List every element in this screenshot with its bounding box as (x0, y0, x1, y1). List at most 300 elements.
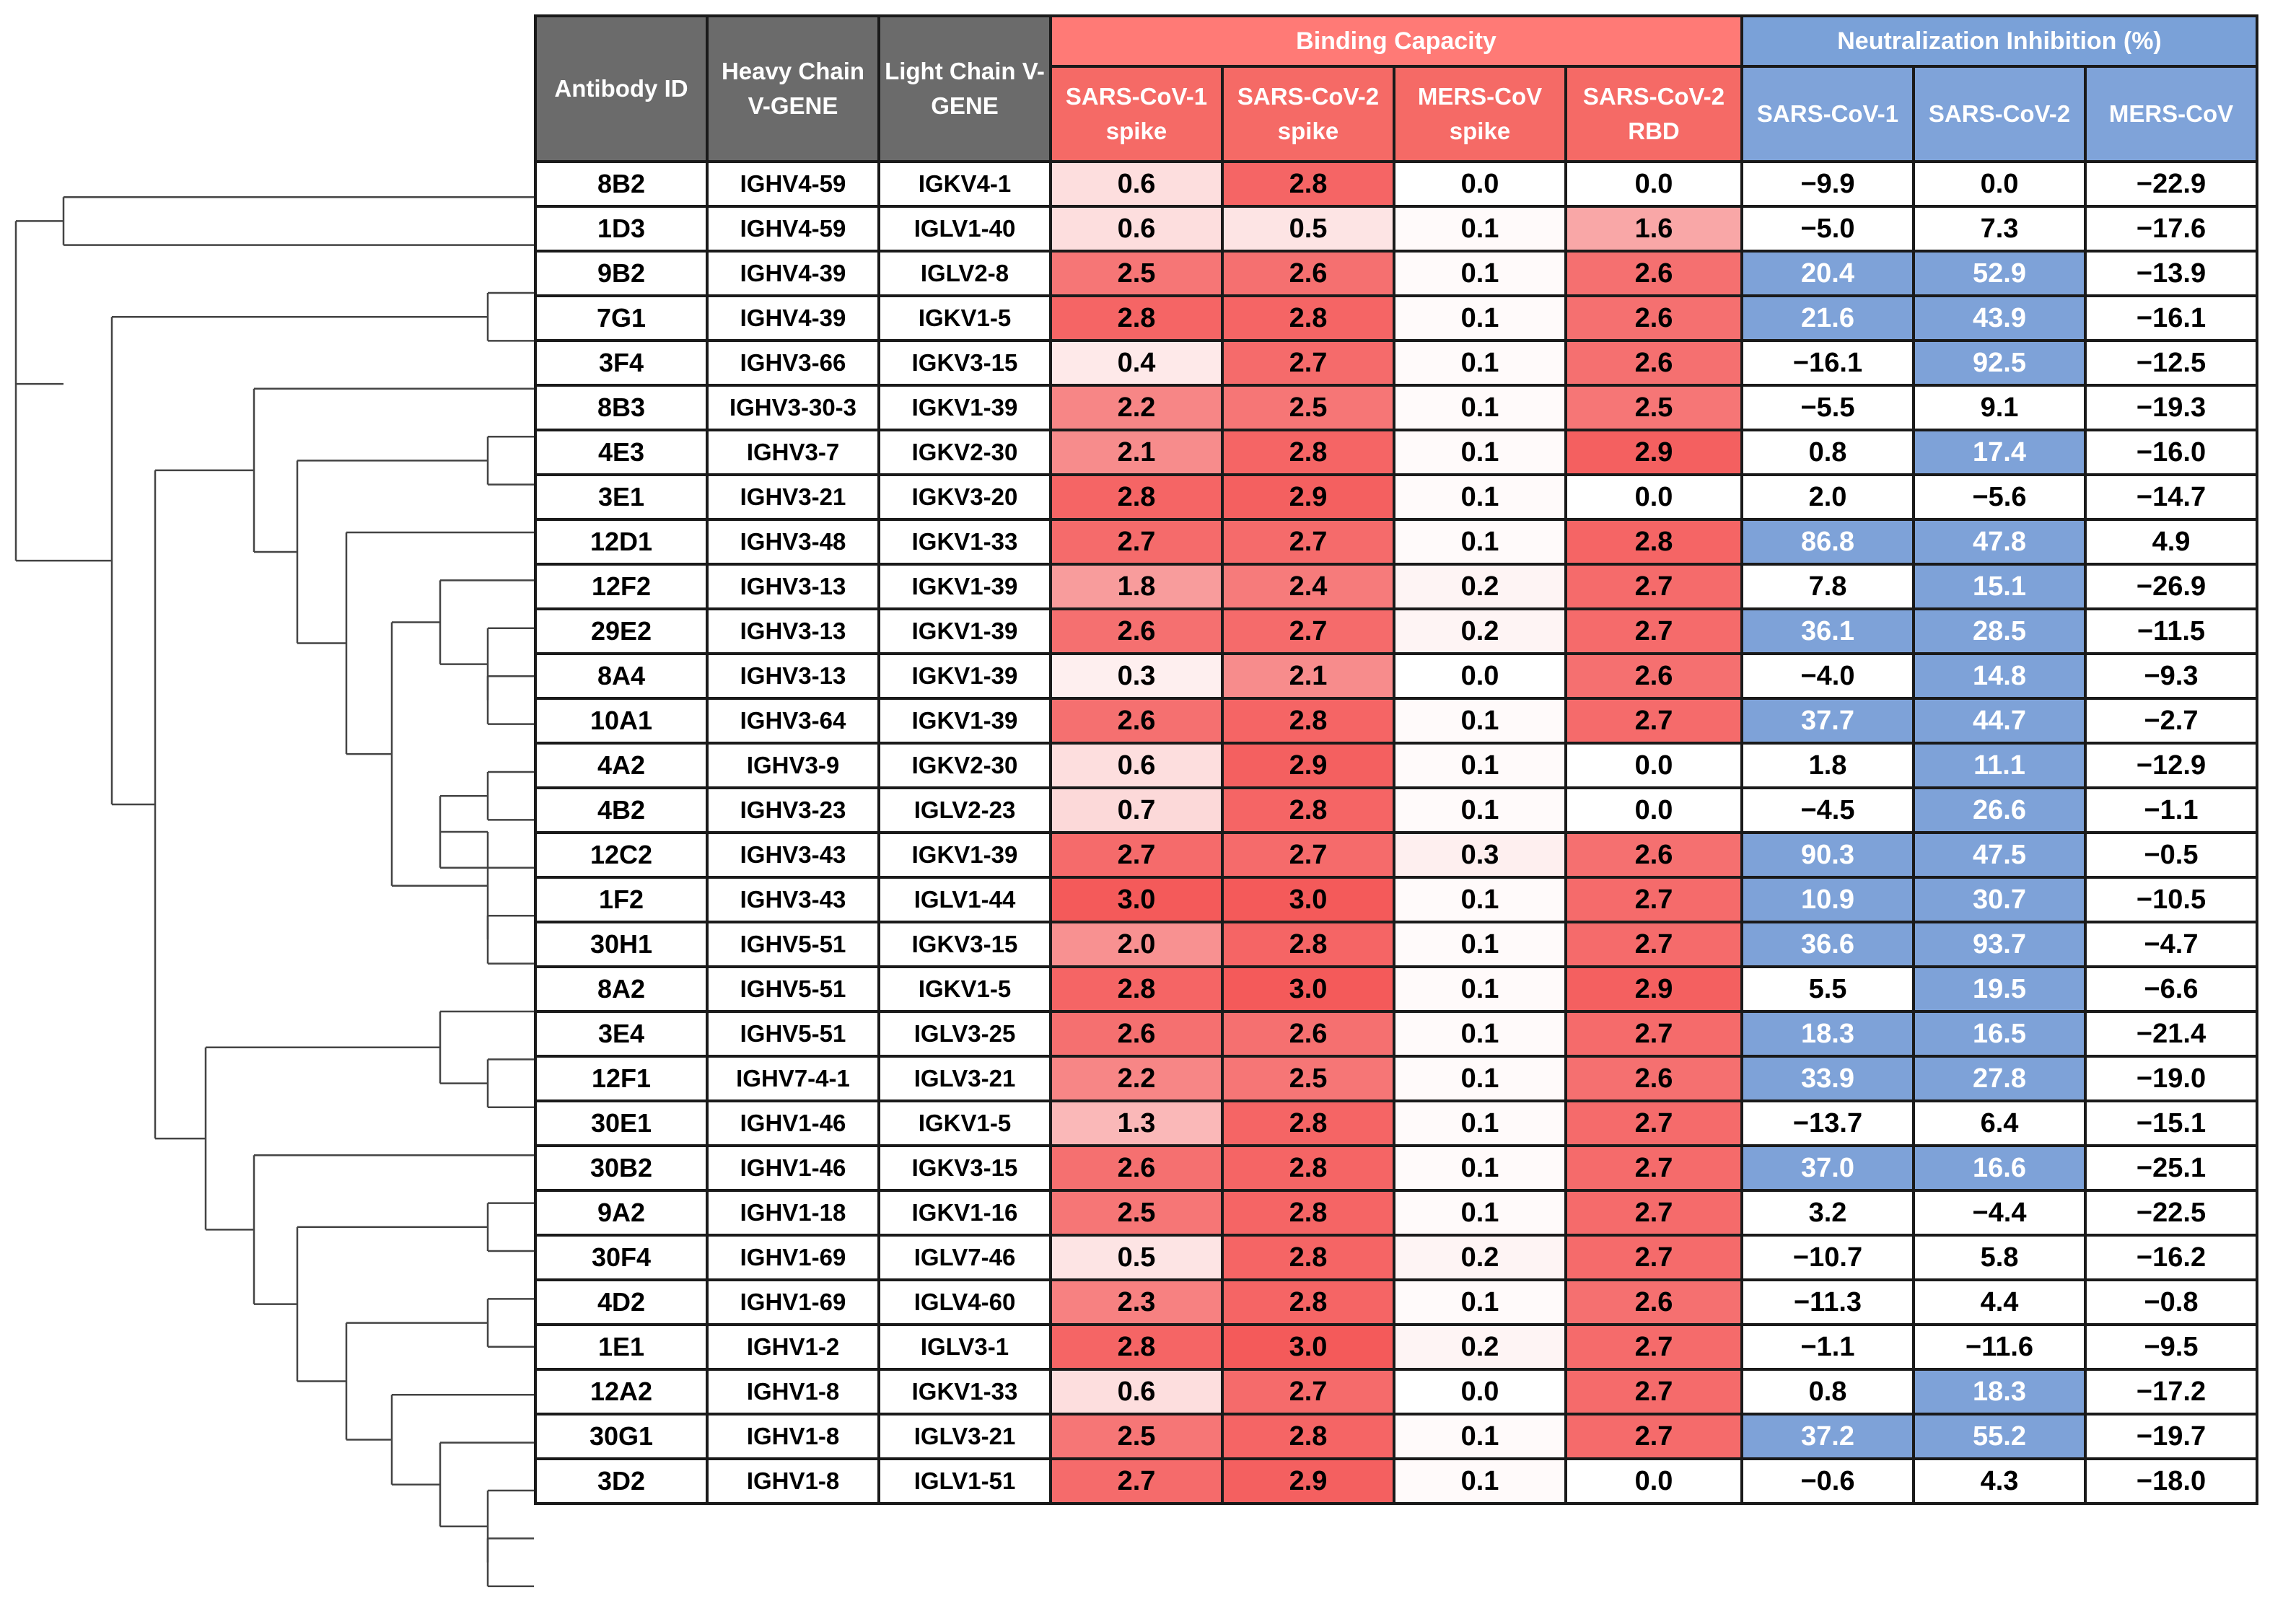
antibody-id-cell: 30H1 (535, 922, 707, 967)
light-chain-cell: IGKV3-15 (879, 922, 1051, 967)
neutralization-sars-cov-1-cell: 33.9 (1742, 1056, 1914, 1101)
binding-sars-cov-1-spike-cell: 0.7 (1051, 788, 1222, 833)
neutralization-sars-cov-1-cell: −9.9 (1742, 162, 1914, 206)
antibody-id-cell: 4A2 (535, 743, 707, 788)
binding-sars-cov-2-rbd-cell: 1.6 (1566, 206, 1742, 251)
table-row (535, 1190, 2257, 1235)
neutralization-sars-cov-1-cell: 3.2 (1742, 1190, 1914, 1235)
binding-sars-cov-1-spike-cell: 3.0 (1051, 877, 1222, 922)
binding-sars-cov-2-spike-cell: 2.6 (1222, 1011, 1394, 1056)
heavy-chain-cell: IGHV3-64 (707, 698, 879, 743)
binding-sars-cov-2-spike-cell: 3.0 (1222, 967, 1394, 1011)
antibody-id-cell: 30F4 (535, 1235, 707, 1280)
table-row (535, 1056, 2257, 1101)
antibody-id-cell: 8A4 (535, 654, 707, 698)
light-chain-cell: IGKV1-39 (879, 654, 1051, 698)
light-chain-cell: IGKV2-30 (879, 430, 1051, 475)
heavy-chain-cell: IGHV1-46 (707, 1101, 879, 1146)
neutralization-sars-cov-1-cell: −4.0 (1742, 654, 1914, 698)
table-row (535, 788, 2257, 833)
binding-sars-cov-1-spike-cell: 2.7 (1051, 1459, 1222, 1504)
table-row (535, 1459, 2257, 1504)
binding-sars-cov-2-spike-cell: 2.8 (1222, 922, 1394, 967)
neutralization-sars-cov-2-cell: 28.5 (1914, 609, 2085, 654)
neutralization-sars-cov-2-cell: 93.7 (1914, 922, 2085, 967)
neutralization-sars-cov-2-cell: 27.8 (1914, 1056, 2085, 1101)
binding-sars-cov-2-spike-cell: 2.8 (1222, 698, 1394, 743)
neutralization-sars-cov-1-cell: −16.1 (1742, 341, 1914, 385)
table-row (535, 967, 2257, 1011)
table-row (535, 206, 2257, 251)
neutralization-mers-cov-cell: −17.6 (2085, 206, 2257, 251)
table-row (535, 430, 2257, 475)
table-row (535, 1325, 2257, 1369)
binding-sars-cov-1-spike-cell: 0.6 (1051, 162, 1222, 206)
neutralization-mers-cov-cell: −0.5 (2085, 833, 2257, 877)
binding-sars-cov-2-rbd-cell: 2.6 (1566, 654, 1742, 698)
neutralization-sars-cov-2-cell: 9.1 (1914, 385, 2085, 430)
binding-sars-cov-2-spike-cell: 2.7 (1222, 1369, 1394, 1414)
neutralization-mers-cov-cell: 4.9 (2085, 519, 2257, 564)
heavy-chain-cell: IGHV4-39 (707, 296, 879, 341)
table-row (535, 1369, 2257, 1414)
neutralization-mers-cov-cell: −6.6 (2085, 967, 2257, 1011)
neutralization-sars-cov-1-cell: 36.1 (1742, 609, 1914, 654)
neutralization-mers-cov-cell: −2.7 (2085, 698, 2257, 743)
binding-sars-cov-2-spike-cell: 3.0 (1222, 1325, 1394, 1369)
neutralization-mers-cov-cell: −1.1 (2085, 788, 2257, 833)
neutralization-sars-cov-2-cell: 18.3 (1914, 1369, 2085, 1414)
light-chain-cell: IGKV1-39 (879, 698, 1051, 743)
neutralization-mers-cov-cell: −9.3 (2085, 654, 2257, 698)
light-chain-cell: IGLV1-51 (879, 1459, 1051, 1504)
binding-sars-cov-2-spike-cell: 2.8 (1222, 1235, 1394, 1280)
binding-sars-cov-1-spike-cell: 0.6 (1051, 743, 1222, 788)
binding-mers-cov-spike-cell: 0.1 (1394, 475, 1566, 519)
binding-mers-cov-spike-cell: 0.1 (1394, 1459, 1566, 1504)
binding-mers-cov-spike-cell: 0.1 (1394, 430, 1566, 475)
neutralization-sars-cov-2-cell: 16.6 (1914, 1146, 2085, 1190)
neutralization-sars-cov-2-cell: 47.8 (1914, 519, 2085, 564)
binding-sars-cov-2-spike-cell: 2.8 (1222, 296, 1394, 341)
binding-sars-cov-2-rbd-cell: 2.7 (1566, 1146, 1742, 1190)
binding-mers-cov-spike-cell: 0.2 (1394, 564, 1566, 609)
neutralization-sars-cov-1-cell: 21.6 (1742, 296, 1914, 341)
light-chain-cell: IGLV2-8 (879, 251, 1051, 296)
binding-sars-cov-1-spike-cell: 2.7 (1051, 519, 1222, 564)
binding-sars-cov-2-spike-cell: 2.9 (1222, 1459, 1394, 1504)
neutralization-sars-cov-1-cell: 2.0 (1742, 475, 1914, 519)
binding-mers-cov-spike-cell: 0.2 (1394, 609, 1566, 654)
neutralization-sars-cov-1-cell: 37.0 (1742, 1146, 1914, 1190)
neutralization-sars-cov-1-cell: 1.8 (1742, 743, 1914, 788)
binding-sars-cov-1-spike-cell: 2.8 (1051, 475, 1222, 519)
binding-sars-cov-1-spike-cell: 2.8 (1051, 967, 1222, 1011)
neutralization-mers-cov-cell: −13.9 (2085, 251, 2257, 296)
binding-mers-cov-spike-cell: 0.1 (1394, 788, 1566, 833)
neutralization-mers-cov-cell: −16.2 (2085, 1235, 2257, 1280)
table-row (535, 833, 2257, 877)
light-chain-cell: IGLV3-1 (879, 1325, 1051, 1369)
binding-sars-cov-2-spike-cell: 2.7 (1222, 609, 1394, 654)
antibody-id-cell: 3E1 (535, 475, 707, 519)
heavy-chain-cell: IGHV3-13 (707, 654, 879, 698)
neutralization-mers-cov-cell: −16.1 (2085, 296, 2257, 341)
binding-mers-cov-spike-cell: 0.1 (1394, 922, 1566, 967)
binding-sars-cov-1-spike-cell: 0.6 (1051, 1369, 1222, 1414)
binding-sars-cov-2-rbd-cell: 2.7 (1566, 922, 1742, 967)
binding-mers-cov-spike-cell: 0.1 (1394, 877, 1566, 922)
table-row (535, 1235, 2257, 1280)
binding-sars-cov-2-rbd-cell: 2.5 (1566, 385, 1742, 430)
neutralization-sars-cov-1-cell: −10.7 (1742, 1235, 1914, 1280)
neutralization-sars-cov-1-cell: 0.8 (1742, 430, 1914, 475)
light-chain-cell: IGKV1-33 (879, 519, 1051, 564)
binding-sars-cov-1-spike-cell: 2.6 (1051, 609, 1222, 654)
header-neutralization-sars-cov-2: SARS-CoV-2 (1914, 66, 2085, 162)
table-row (535, 922, 2257, 967)
binding-sars-cov-2-rbd-cell: 2.7 (1566, 1369, 1742, 1414)
binding-sars-cov-1-spike-cell: 2.2 (1051, 1056, 1222, 1101)
heavy-chain-cell: IGHV3-43 (707, 877, 879, 922)
neutralization-sars-cov-1-cell: 90.3 (1742, 833, 1914, 877)
table-row (535, 519, 2257, 564)
binding-mers-cov-spike-cell: 0.1 (1394, 1011, 1566, 1056)
binding-sars-cov-2-spike-cell: 2.9 (1222, 743, 1394, 788)
light-chain-cell: IGKV2-30 (879, 743, 1051, 788)
binding-sars-cov-2-rbd-cell: 0.0 (1566, 788, 1742, 833)
binding-sars-cov-2-rbd-cell: 2.6 (1566, 251, 1742, 296)
neutralization-sars-cov-1-cell: −5.5 (1742, 385, 1914, 430)
heavy-chain-cell: IGHV3-43 (707, 833, 879, 877)
binding-mers-cov-spike-cell: 0.1 (1394, 1414, 1566, 1459)
neutralization-mers-cov-cell: −15.1 (2085, 1101, 2257, 1146)
neutralization-sars-cov-1-cell: 0.8 (1742, 1369, 1914, 1414)
light-chain-cell: IGKV1-16 (879, 1190, 1051, 1235)
binding-mers-cov-spike-cell: 0.1 (1394, 341, 1566, 385)
binding-sars-cov-2-rbd-cell: 0.0 (1566, 743, 1742, 788)
heavy-chain-cell: IGHV1-18 (707, 1190, 879, 1235)
binding-mers-cov-spike-cell: 0.1 (1394, 967, 1566, 1011)
binding-sars-cov-2-rbd-cell: 0.0 (1566, 475, 1742, 519)
light-chain-cell: IGKV1-5 (879, 967, 1051, 1011)
binding-mers-cov-spike-cell: 0.0 (1394, 162, 1566, 206)
heavy-chain-cell: IGHV5-51 (707, 922, 879, 967)
neutralization-sars-cov-2-cell: 11.1 (1914, 743, 2085, 788)
header-neutralization-inhibition: Neutralization Inhibition (%) (1742, 16, 2257, 66)
light-chain-cell: IGLV2-23 (879, 788, 1051, 833)
light-chain-cell: IGLV4-60 (879, 1280, 1051, 1325)
light-chain-cell: IGKV1-39 (879, 833, 1051, 877)
neutralization-sars-cov-1-cell: 10.9 (1742, 877, 1914, 922)
antibody-id-cell: 1D3 (535, 206, 707, 251)
neutralization-sars-cov-2-cell: 7.3 (1914, 206, 2085, 251)
binding-sars-cov-1-spike-cell: 2.6 (1051, 1146, 1222, 1190)
neutralization-mers-cov-cell: −22.9 (2085, 162, 2257, 206)
light-chain-cell: IGLV3-25 (879, 1011, 1051, 1056)
binding-sars-cov-1-spike-cell: 2.8 (1051, 296, 1222, 341)
header-binding-capacity: Binding Capacity (1051, 16, 1742, 66)
binding-sars-cov-2-spike-cell: 2.8 (1222, 1146, 1394, 1190)
antibody-id-cell: 10A1 (535, 698, 707, 743)
heavy-chain-cell: IGHV3-30-3 (707, 385, 879, 430)
neutralization-mers-cov-cell: −4.7 (2085, 922, 2257, 967)
binding-mers-cov-spike-cell: 0.1 (1394, 206, 1566, 251)
heavy-chain-cell: IGHV3-66 (707, 341, 879, 385)
light-chain-cell: IGLV1-40 (879, 206, 1051, 251)
table-row (535, 341, 2257, 385)
neutralization-sars-cov-1-cell: −13.7 (1742, 1101, 1914, 1146)
table-row (535, 1146, 2257, 1190)
binding-sars-cov-2-rbd-cell: 2.6 (1566, 341, 1742, 385)
heavy-chain-cell: IGHV1-8 (707, 1459, 879, 1504)
neutralization-sars-cov-1-cell: 37.2 (1742, 1414, 1914, 1459)
binding-sars-cov-2-spike-cell: 2.8 (1222, 788, 1394, 833)
binding-sars-cov-2-rbd-cell: 2.7 (1566, 698, 1742, 743)
neutralization-sars-cov-1-cell: 20.4 (1742, 251, 1914, 296)
header-binding-mers-cov-spike: MERS-CoV spike (1394, 66, 1566, 162)
heavy-chain-cell: IGHV1-69 (707, 1235, 879, 1280)
table-row (535, 251, 2257, 296)
binding-sars-cov-1-spike-cell: 0.3 (1051, 654, 1222, 698)
binding-sars-cov-1-spike-cell: 0.4 (1051, 341, 1222, 385)
antibody-id-cell: 1E1 (535, 1325, 707, 1369)
binding-sars-cov-2-spike-cell: 2.9 (1222, 475, 1394, 519)
binding-sars-cov-2-rbd-cell: 2.7 (1566, 1011, 1742, 1056)
binding-sars-cov-2-spike-cell: 2.7 (1222, 341, 1394, 385)
antibody-id-cell: 12C2 (535, 833, 707, 877)
neutralization-mers-cov-cell: −0.8 (2085, 1280, 2257, 1325)
neutralization-sars-cov-2-cell: 6.4 (1914, 1101, 2085, 1146)
binding-sars-cov-2-spike-cell: 2.8 (1222, 1280, 1394, 1325)
binding-sars-cov-1-spike-cell: 2.6 (1051, 698, 1222, 743)
neutralization-sars-cov-2-cell: 15.1 (1914, 564, 2085, 609)
binding-sars-cov-2-rbd-cell: 2.7 (1566, 877, 1742, 922)
neutralization-mers-cov-cell: −18.0 (2085, 1459, 2257, 1504)
binding-sars-cov-2-rbd-cell: 2.7 (1566, 609, 1742, 654)
neutralization-sars-cov-2-cell: 16.5 (1914, 1011, 2085, 1056)
neutralization-sars-cov-1-cell: −0.6 (1742, 1459, 1914, 1504)
binding-sars-cov-2-spike-cell: 2.1 (1222, 654, 1394, 698)
antibody-id-cell: 12D1 (535, 519, 707, 564)
neutralization-sars-cov-1-cell: −11.3 (1742, 1280, 1914, 1325)
heavy-chain-cell: IGHV1-2 (707, 1325, 879, 1369)
binding-sars-cov-1-spike-cell: 2.1 (1051, 430, 1222, 475)
binding-sars-cov-2-rbd-cell: 2.7 (1566, 1414, 1742, 1459)
table-row (535, 1011, 2257, 1056)
binding-sars-cov-1-spike-cell: 2.2 (1051, 385, 1222, 430)
binding-sars-cov-2-spike-cell: 2.5 (1222, 385, 1394, 430)
light-chain-cell: IGKV1-39 (879, 564, 1051, 609)
heavy-chain-cell: IGHV3-23 (707, 788, 879, 833)
binding-sars-cov-1-spike-cell: 2.5 (1051, 251, 1222, 296)
antibody-id-cell: 9A2 (535, 1190, 707, 1235)
heavy-chain-cell: IGHV3-9 (707, 743, 879, 788)
antibody-id-cell: 30B2 (535, 1146, 707, 1190)
binding-sars-cov-2-rbd-cell: 0.0 (1566, 1459, 1742, 1504)
antibody-id-cell: 1F2 (535, 877, 707, 922)
antibody-id-cell: 3F4 (535, 341, 707, 385)
binding-mers-cov-spike-cell: 0.0 (1394, 1369, 1566, 1414)
binding-mers-cov-spike-cell: 0.1 (1394, 1146, 1566, 1190)
binding-sars-cov-2-rbd-cell: 2.6 (1566, 296, 1742, 341)
neutralization-sars-cov-2-cell: −4.4 (1914, 1190, 2085, 1235)
heavy-chain-cell: IGHV5-51 (707, 967, 879, 1011)
binding-sars-cov-2-spike-cell: 2.8 (1222, 1190, 1394, 1235)
table-row (535, 609, 2257, 654)
binding-sars-cov-2-rbd-cell: 2.7 (1566, 1101, 1742, 1146)
light-chain-cell: IGKV1-5 (879, 296, 1051, 341)
binding-mers-cov-spike-cell: 0.1 (1394, 1280, 1566, 1325)
light-chain-cell: IGLV3-21 (879, 1414, 1051, 1459)
binding-mers-cov-spike-cell: 0.2 (1394, 1325, 1566, 1369)
heavy-chain-cell: IGHV7-4-1 (707, 1056, 879, 1101)
binding-sars-cov-2-spike-cell: 2.7 (1222, 833, 1394, 877)
table-row (535, 296, 2257, 341)
antibody-id-cell: 12F2 (535, 564, 707, 609)
header-binding-sars-cov-1-spike: SARS-CoV-1 spike (1051, 66, 1222, 162)
binding-sars-cov-2-spike-cell: 3.0 (1222, 877, 1394, 922)
light-chain-cell: IGKV3-20 (879, 475, 1051, 519)
heavy-chain-cell: IGHV4-59 (707, 162, 879, 206)
table-row (535, 1414, 2257, 1459)
neutralization-sars-cov-1-cell: 7.8 (1742, 564, 1914, 609)
binding-mers-cov-spike-cell: 0.1 (1394, 296, 1566, 341)
table-row (535, 564, 2257, 609)
neutralization-sars-cov-2-cell: 17.4 (1914, 430, 2085, 475)
binding-sars-cov-1-spike-cell: 0.6 (1051, 206, 1222, 251)
table-row (535, 162, 2257, 206)
binding-sars-cov-1-spike-cell: 2.5 (1051, 1190, 1222, 1235)
light-chain-cell: IGKV1-39 (879, 609, 1051, 654)
heavy-chain-cell: IGHV3-7 (707, 430, 879, 475)
neutralization-sars-cov-2-cell: 47.5 (1914, 833, 2085, 877)
neutralization-sars-cov-1-cell: 86.8 (1742, 519, 1914, 564)
binding-sars-cov-2-spike-cell: 2.5 (1222, 1056, 1394, 1101)
binding-sars-cov-1-spike-cell: 2.6 (1051, 1011, 1222, 1056)
binding-sars-cov-1-spike-cell: 0.5 (1051, 1235, 1222, 1280)
binding-sars-cov-2-rbd-cell: 2.7 (1566, 564, 1742, 609)
neutralization-mers-cov-cell: −11.5 (2085, 609, 2257, 654)
binding-sars-cov-2-rbd-cell: 2.9 (1566, 967, 1742, 1011)
antibody-id-cell: 3E4 (535, 1011, 707, 1056)
neutralization-mers-cov-cell: −12.9 (2085, 743, 2257, 788)
heavy-chain-cell: IGHV4-39 (707, 251, 879, 296)
binding-sars-cov-1-spike-cell: 2.5 (1051, 1414, 1222, 1459)
light-chain-cell: IGKV3-15 (879, 341, 1051, 385)
neutralization-sars-cov-1-cell: 5.5 (1742, 967, 1914, 1011)
neutralization-mers-cov-cell: −19.7 (2085, 1414, 2257, 1459)
neutralization-sars-cov-2-cell: 92.5 (1914, 341, 2085, 385)
table-row (535, 385, 2257, 430)
neutralization-sars-cov-1-cell: 37.7 (1742, 698, 1914, 743)
binding-mers-cov-spike-cell: 0.0 (1394, 654, 1566, 698)
heavy-chain-cell: IGHV3-13 (707, 609, 879, 654)
neutralization-mers-cov-cell: −19.3 (2085, 385, 2257, 430)
light-chain-cell: IGKV1-33 (879, 1369, 1051, 1414)
heavy-chain-cell: IGHV1-8 (707, 1369, 879, 1414)
neutralization-sars-cov-2-cell: 5.8 (1914, 1235, 2085, 1280)
light-chain-cell: IGKV1-39 (879, 385, 1051, 430)
light-chain-cell: IGKV3-15 (879, 1146, 1051, 1190)
antibody-id-cell: 12A2 (535, 1369, 707, 1414)
table-row (535, 475, 2257, 519)
binding-sars-cov-1-spike-cell: 2.3 (1051, 1280, 1222, 1325)
binding-sars-cov-2-spike-cell: 2.4 (1222, 564, 1394, 609)
neutralization-sars-cov-2-cell: 44.7 (1914, 698, 2085, 743)
header-neutralization-sars-cov-1: SARS-CoV-1 (1742, 66, 1914, 162)
binding-sars-cov-1-spike-cell: 2.7 (1051, 833, 1222, 877)
binding-mers-cov-spike-cell: 0.1 (1394, 1190, 1566, 1235)
neutralization-mers-cov-cell: −9.5 (2085, 1325, 2257, 1369)
binding-sars-cov-1-spike-cell: 2.8 (1051, 1325, 1222, 1369)
dendrogram (0, 0, 535, 1624)
binding-mers-cov-spike-cell: 0.2 (1394, 1235, 1566, 1280)
binding-mers-cov-spike-cell: 0.3 (1394, 833, 1566, 877)
neutralization-sars-cov-2-cell: 14.8 (1914, 654, 2085, 698)
neutralization-sars-cov-2-cell: −5.6 (1914, 475, 2085, 519)
binding-mers-cov-spike-cell: 0.1 (1394, 743, 1566, 788)
antibody-id-cell: 30E1 (535, 1101, 707, 1146)
light-chain-cell: IGLV1-44 (879, 877, 1051, 922)
antibody-id-cell: 9B2 (535, 251, 707, 296)
binding-mers-cov-spike-cell: 0.1 (1394, 385, 1566, 430)
header-binding-sars-cov-2-rbd: SARS-CoV-2 RBD (1566, 66, 1742, 162)
table-row (535, 698, 2257, 743)
light-chain-cell: IGKV1-5 (879, 1101, 1051, 1146)
binding-sars-cov-2-rbd-cell: 2.6 (1566, 1056, 1742, 1101)
antibody-id-cell: 4E3 (535, 430, 707, 475)
heavy-chain-cell: IGHV4-59 (707, 206, 879, 251)
neutralization-mers-cov-cell: −25.1 (2085, 1146, 2257, 1190)
light-chain-cell: IGLV3-21 (879, 1056, 1051, 1101)
binding-sars-cov-2-spike-cell: 2.8 (1222, 1414, 1394, 1459)
neutralization-mers-cov-cell: −22.5 (2085, 1190, 2257, 1235)
antibody-table (534, 14, 2258, 1505)
header-light-chain: Light Chain V-GENE (879, 16, 1051, 162)
neutralization-mers-cov-cell: −14.7 (2085, 475, 2257, 519)
binding-mers-cov-spike-cell: 0.1 (1394, 1101, 1566, 1146)
heavy-chain-cell: IGHV1-8 (707, 1414, 879, 1459)
header-antibody-id: Antibody ID (535, 16, 707, 162)
neutralization-sars-cov-2-cell: 30.7 (1914, 877, 2085, 922)
neutralization-mers-cov-cell: −17.2 (2085, 1369, 2257, 1414)
binding-sars-cov-2-rbd-cell: 2.7 (1566, 1235, 1742, 1280)
header-binding-sars-cov-2-spike: SARS-CoV-2 spike (1222, 66, 1394, 162)
neutralization-mers-cov-cell: −19.0 (2085, 1056, 2257, 1101)
binding-sars-cov-2-rbd-cell: 2.7 (1566, 1325, 1742, 1369)
heavy-chain-cell: IGHV1-46 (707, 1146, 879, 1190)
table-row (535, 1101, 2257, 1146)
binding-sars-cov-2-rbd-cell: 2.8 (1566, 519, 1742, 564)
antibody-id-cell: 8A2 (535, 967, 707, 1011)
table-row (535, 743, 2257, 788)
neutralization-mers-cov-cell: −10.5 (2085, 877, 2257, 922)
neutralization-sars-cov-2-cell: 4.3 (1914, 1459, 2085, 1504)
neutralization-sars-cov-1-cell: 18.3 (1742, 1011, 1914, 1056)
table-row (535, 877, 2257, 922)
neutralization-sars-cov-1-cell: −5.0 (1742, 206, 1914, 251)
neutralization-sars-cov-1-cell: −1.1 (1742, 1325, 1914, 1369)
neutralization-sars-cov-2-cell: −11.6 (1914, 1325, 2085, 1369)
binding-mers-cov-spike-cell: 0.1 (1394, 519, 1566, 564)
binding-mers-cov-spike-cell: 0.1 (1394, 1056, 1566, 1101)
heavy-chain-cell: IGHV5-51 (707, 1011, 879, 1056)
antibody-id-cell: 30G1 (535, 1414, 707, 1459)
antibody-id-cell: 8B3 (535, 385, 707, 430)
heavy-chain-cell: IGHV3-21 (707, 475, 879, 519)
binding-sars-cov-2-rbd-cell: 2.6 (1566, 833, 1742, 877)
